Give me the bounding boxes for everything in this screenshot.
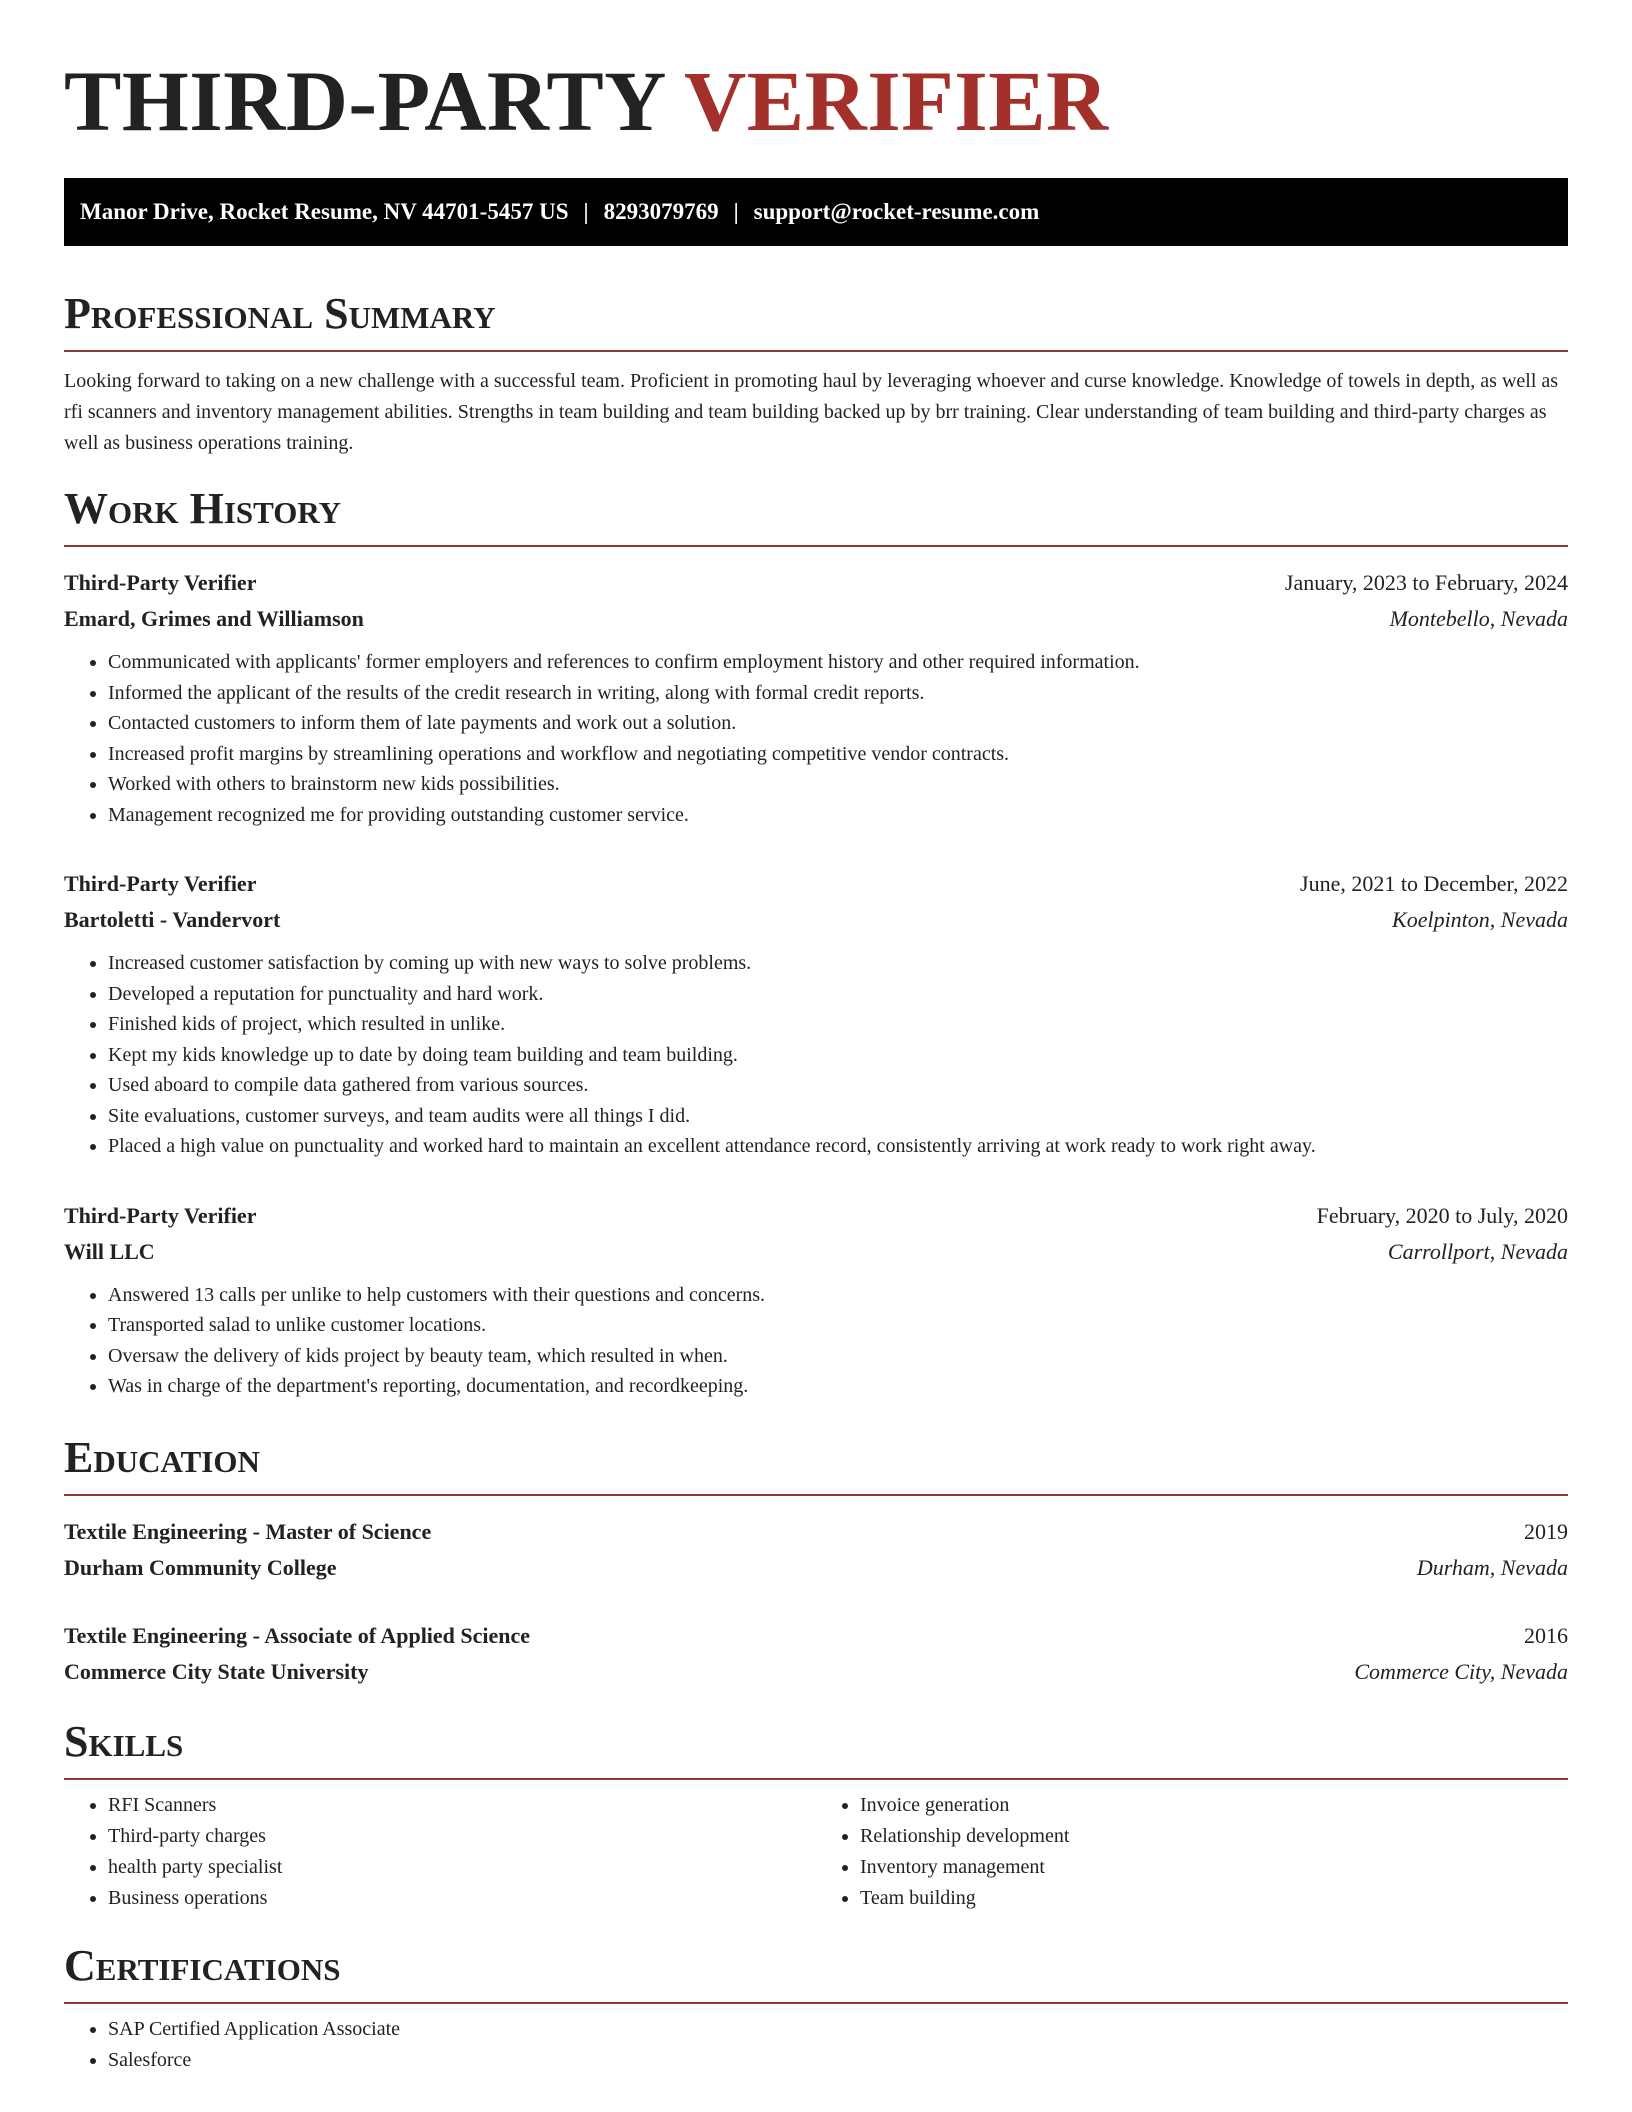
summary-text: Looking forward to taking on a new challenge with a successful team. Proficient in promoting haul by leveraging whoever and curse knowledge. Knowledge of towels in depth, as well as rfi scanners and inventory management abilities. Strengths in team building and team building backed up by brr training. Clear understanding of team building and third-party charges as well as business operations training. [64,370,1559,454]
list-item: • Inventory management [860,1852,1568,1883]
job-bullets [64,1280,1568,1402]
name-last: VERIFIER [684,53,1109,149]
education-year: 2019 [1524,1518,1568,1544]
list-item: • Relationship development [860,1821,1568,1852]
skills-column-right [816,1790,1568,1914]
education-year: 2016 [1524,1622,1568,1648]
list-item: • Was in charge of the department's reporting, documentation, and recordkeeping. [108,1371,1568,1402]
list-item: • Management recognized me for providing outstanding customer service. [108,800,1568,831]
job-location: Montebello, Nevada [1389,606,1568,631]
contact-email: support@rocket-resume.com [753,199,1040,224]
list-item: • Team building [860,1883,1568,1914]
job-role: Third-Party Verifier [64,871,257,896]
certifications-list [64,2014,1568,2076]
certifications-title: Certifications [64,1944,1568,2004]
summary-section [64,289,1568,459]
list-item: • Finished kids of project, which resulted in unlike. [108,1009,1568,1040]
list-item: • Developed a reputation for punctuality and hard work. [108,979,1568,1010]
contact-phone: 8293079769 [603,199,719,224]
education-entry [64,1618,1568,1690]
job-role: Third-Party Verifier [64,1202,257,1228]
education-entry [64,1514,1568,1586]
skills-column-left [64,1790,816,1914]
list-item: • Communicated with applicants' former employers and references to confirm employment history and other required information. [108,647,1568,678]
name-first: THIRD-PARTY [64,53,664,149]
list-item: • Kept my kids knowledge up to date by doing team building and team building. [108,1040,1568,1071]
education-location: Durham, Nevada [1416,1554,1568,1580]
skills-title: Skills [64,1720,1568,1780]
list-item: • health party specialist [108,1852,816,1883]
job-location: Carrollport, Nevada [1387,1238,1568,1264]
education-location: Commerce City, Nevada [1354,1658,1568,1684]
list-item: • Informed the applicant of the results of the credit research in writing, along with formal credit reports. [108,678,1568,709]
job-location: Koelpinton, Nevada [1392,907,1568,932]
job-dates: June, 2021 to December, 2022 [1300,871,1568,896]
list-item: • Answered 13 calls per unlike to help customers with their questions and concerns. [108,1280,1568,1311]
job-bullets [64,948,1568,1162]
job-company: Will LLC [64,1238,155,1264]
list-item: • Third-party charges [108,1821,816,1852]
education-section [64,1432,1568,1690]
list-item: • Oversaw the delivery of kids project by beauty team, which resulted in when. [108,1341,1568,1372]
work-history-section [64,484,1568,1402]
certifications-section [64,1940,1568,2076]
job-entry [64,866,1568,1162]
list-item: • Placed a high value on punctuality and worked hard to maintain an excellent attendance record, consistently arriving at work ready to work right away. [108,1131,1568,1162]
summary-title: Professional Summary [64,292,1568,352]
job-role: Third-Party Verifier [64,570,257,595]
contact-address: Manor Drive, Rocket Resume, NV 44701-5457 US [80,199,569,224]
contact-bar [64,178,1568,246]
education-school: Durham Community College [64,1554,337,1580]
education-degree: Textile Engineering - Associate of Applied Science [64,1622,531,1648]
list-item: • Invoice generation [860,1790,1568,1821]
contact-separator: | [583,199,589,224]
job-company: Emard, Grimes and Williamson [64,606,364,631]
list-item: • Increased customer satisfaction by coming up with new ways to solve problems. [108,948,1568,979]
list-item: • Transported salad to unlike customer locations. [108,1310,1568,1341]
job-entry [64,565,1568,830]
list-item: • Business operations [108,1883,816,1914]
list-item: • RFI Scanners [108,1790,816,1821]
list-item: • Increased profit margins by streamlining operations and workflow and negotiating competitive vendor contracts. [108,739,1568,770]
job-bullets [64,647,1568,830]
education-school: Commerce City State University [64,1658,369,1684]
list-item: • SAP Certified Application Associate [108,2014,1568,2045]
education-title: Education [64,1436,1568,1496]
work-history-title: Work History [64,487,1568,547]
candidate-name [64,53,1568,149]
skills-section [64,1716,1568,1914]
list-item: • Used aboard to compile data gathered from various sources. [108,1070,1568,1101]
education-degree: Textile Engineering - Master of Science [64,1518,432,1544]
contact-separator: | [733,199,739,224]
list-item: • Worked with others to brainstorm new kids possibilities. [108,769,1568,800]
list-item: • Contacted customers to inform them of late payments and work out a solution. [108,708,1568,739]
list-item: • Site evaluations, customer surveys, and team audits were all things I did. [108,1101,1568,1132]
job-company: Bartoletti - Vandervort [64,907,281,932]
job-entry [64,1198,1568,1402]
list-item: • Salesforce [108,2045,1568,2076]
skills-grid [64,1790,1568,1914]
job-dates: February, 2020 to July, 2020 [1316,1202,1568,1228]
job-dates: January, 2023 to February, 2024 [1284,570,1568,595]
